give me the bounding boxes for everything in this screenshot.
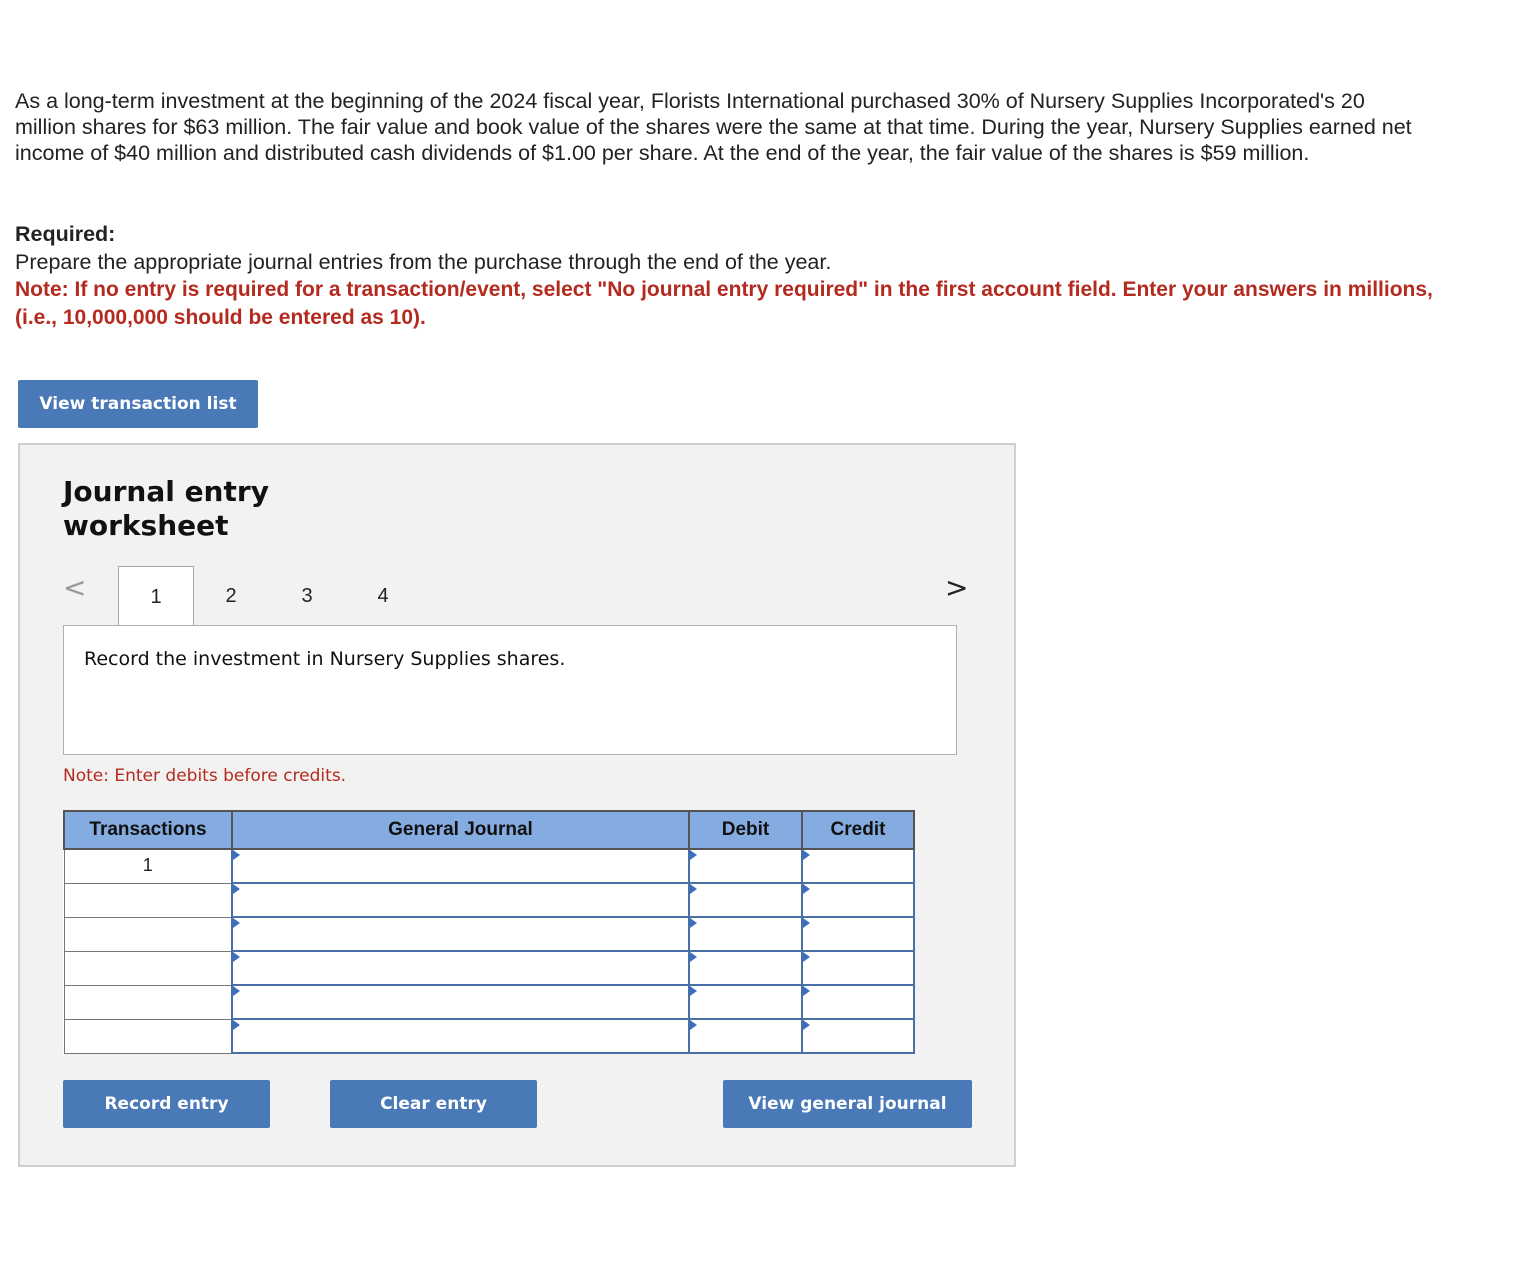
journal-table	[63, 810, 915, 1054]
transaction-cell	[64, 883, 232, 917]
dropdown-marker-icon	[803, 850, 810, 860]
account-select[interactable]	[232, 883, 689, 917]
dropdown-marker-icon	[690, 850, 697, 860]
problem-statement: As a long-term investment at the beginning of the 2024 fiscal year, Florists International purchased 30% of Nursery Supplies Incorporated's 20 million shares for $63 million. The fair value and book value of the shares were the same at that time. During the year, Nursery Supplies earned net income of $40 million and distributed cash dividends of $1.00 per share. At the end of the year, the fair value of the shares is $59 million.	[15, 89, 1412, 165]
dropdown-marker-icon	[233, 986, 240, 996]
dropdown-marker-icon	[233, 918, 240, 928]
table-row	[64, 985, 914, 1019]
account-select[interactable]	[232, 849, 689, 883]
dropdown-marker-icon	[690, 952, 697, 962]
transaction-cell	[64, 917, 232, 951]
transaction-cell	[64, 951, 232, 985]
debit-input[interactable]	[689, 951, 802, 985]
view-transaction-list-button[interactable]: View transaction list	[18, 380, 258, 428]
required-note: Note: If no entry is required for a transaction/event, select "No journal entry required" in the first account field. Enter your answers in millions, (i.e., 10,000,000 should be entered as 10).	[15, 278, 1433, 329]
journal-entry-worksheet-panel	[18, 443, 1016, 1167]
clear-entry-button[interactable]: Clear entry	[330, 1080, 537, 1128]
record-entry-button[interactable]: Record entry	[63, 1080, 270, 1128]
dropdown-marker-icon	[803, 884, 810, 894]
table-row	[64, 917, 914, 951]
table-row	[64, 883, 914, 917]
debit-input[interactable]	[689, 1019, 802, 1053]
tab-2[interactable]: 2	[225, 584, 237, 607]
credit-input[interactable]	[802, 951, 914, 985]
header-credit: Credit	[802, 811, 914, 849]
table-row	[64, 951, 914, 985]
dropdown-marker-icon	[803, 1020, 810, 1030]
credit-input[interactable]	[802, 917, 914, 951]
tab-3[interactable]: 3	[301, 584, 313, 607]
chevron-right-icon[interactable]: >	[945, 571, 969, 604]
debit-input[interactable]	[689, 849, 802, 883]
debit-input[interactable]	[689, 985, 802, 1019]
debits-note: Note: Enter debits before credits.	[63, 766, 347, 786]
dropdown-marker-icon	[233, 884, 240, 894]
header-transactions: Transactions	[64, 811, 232, 849]
dropdown-marker-icon	[690, 986, 697, 996]
dropdown-marker-icon	[233, 850, 240, 860]
dropdown-marker-icon	[690, 918, 697, 928]
instruction-box	[63, 625, 957, 755]
debit-input[interactable]	[689, 917, 802, 951]
credit-input[interactable]	[802, 985, 914, 1019]
instruction-text: Record the investment in Nursery Supplies shares.	[84, 648, 566, 670]
transaction-cell	[64, 1019, 232, 1053]
account-select[interactable]	[232, 951, 689, 985]
transaction-cell	[64, 985, 232, 1019]
tab-4[interactable]: 4	[377, 584, 389, 607]
dropdown-marker-icon	[233, 1020, 240, 1030]
credit-input[interactable]	[802, 1019, 914, 1053]
required-label: Required:	[15, 222, 116, 246]
credit-input[interactable]	[802, 849, 914, 883]
debit-input[interactable]	[689, 883, 802, 917]
header-general-journal: General Journal	[232, 811, 689, 849]
account-select[interactable]	[232, 985, 689, 1019]
credit-input[interactable]	[802, 883, 914, 917]
worksheet-title: Journal entry worksheet	[63, 475, 269, 542]
required-text: Prepare the appropriate journal entries from the purchase through the end of the year.	[15, 250, 832, 274]
tab-1[interactable]: 1	[118, 566, 194, 627]
dropdown-marker-icon	[803, 918, 810, 928]
dropdown-marker-icon	[803, 986, 810, 996]
dropdown-marker-icon	[233, 952, 240, 962]
dropdown-marker-icon	[803, 952, 810, 962]
chevron-left-icon[interactable]: <	[63, 571, 87, 604]
dropdown-marker-icon	[690, 884, 697, 894]
transaction-cell: 1	[64, 849, 232, 883]
table-row	[64, 849, 914, 883]
account-select[interactable]	[232, 917, 689, 951]
table-row	[64, 1019, 914, 1053]
account-select[interactable]	[232, 1019, 689, 1053]
header-debit: Debit	[689, 811, 802, 849]
table-header-row	[64, 811, 914, 849]
dropdown-marker-icon	[690, 1020, 697, 1030]
view-general-journal-button[interactable]: View general journal	[723, 1080, 972, 1128]
